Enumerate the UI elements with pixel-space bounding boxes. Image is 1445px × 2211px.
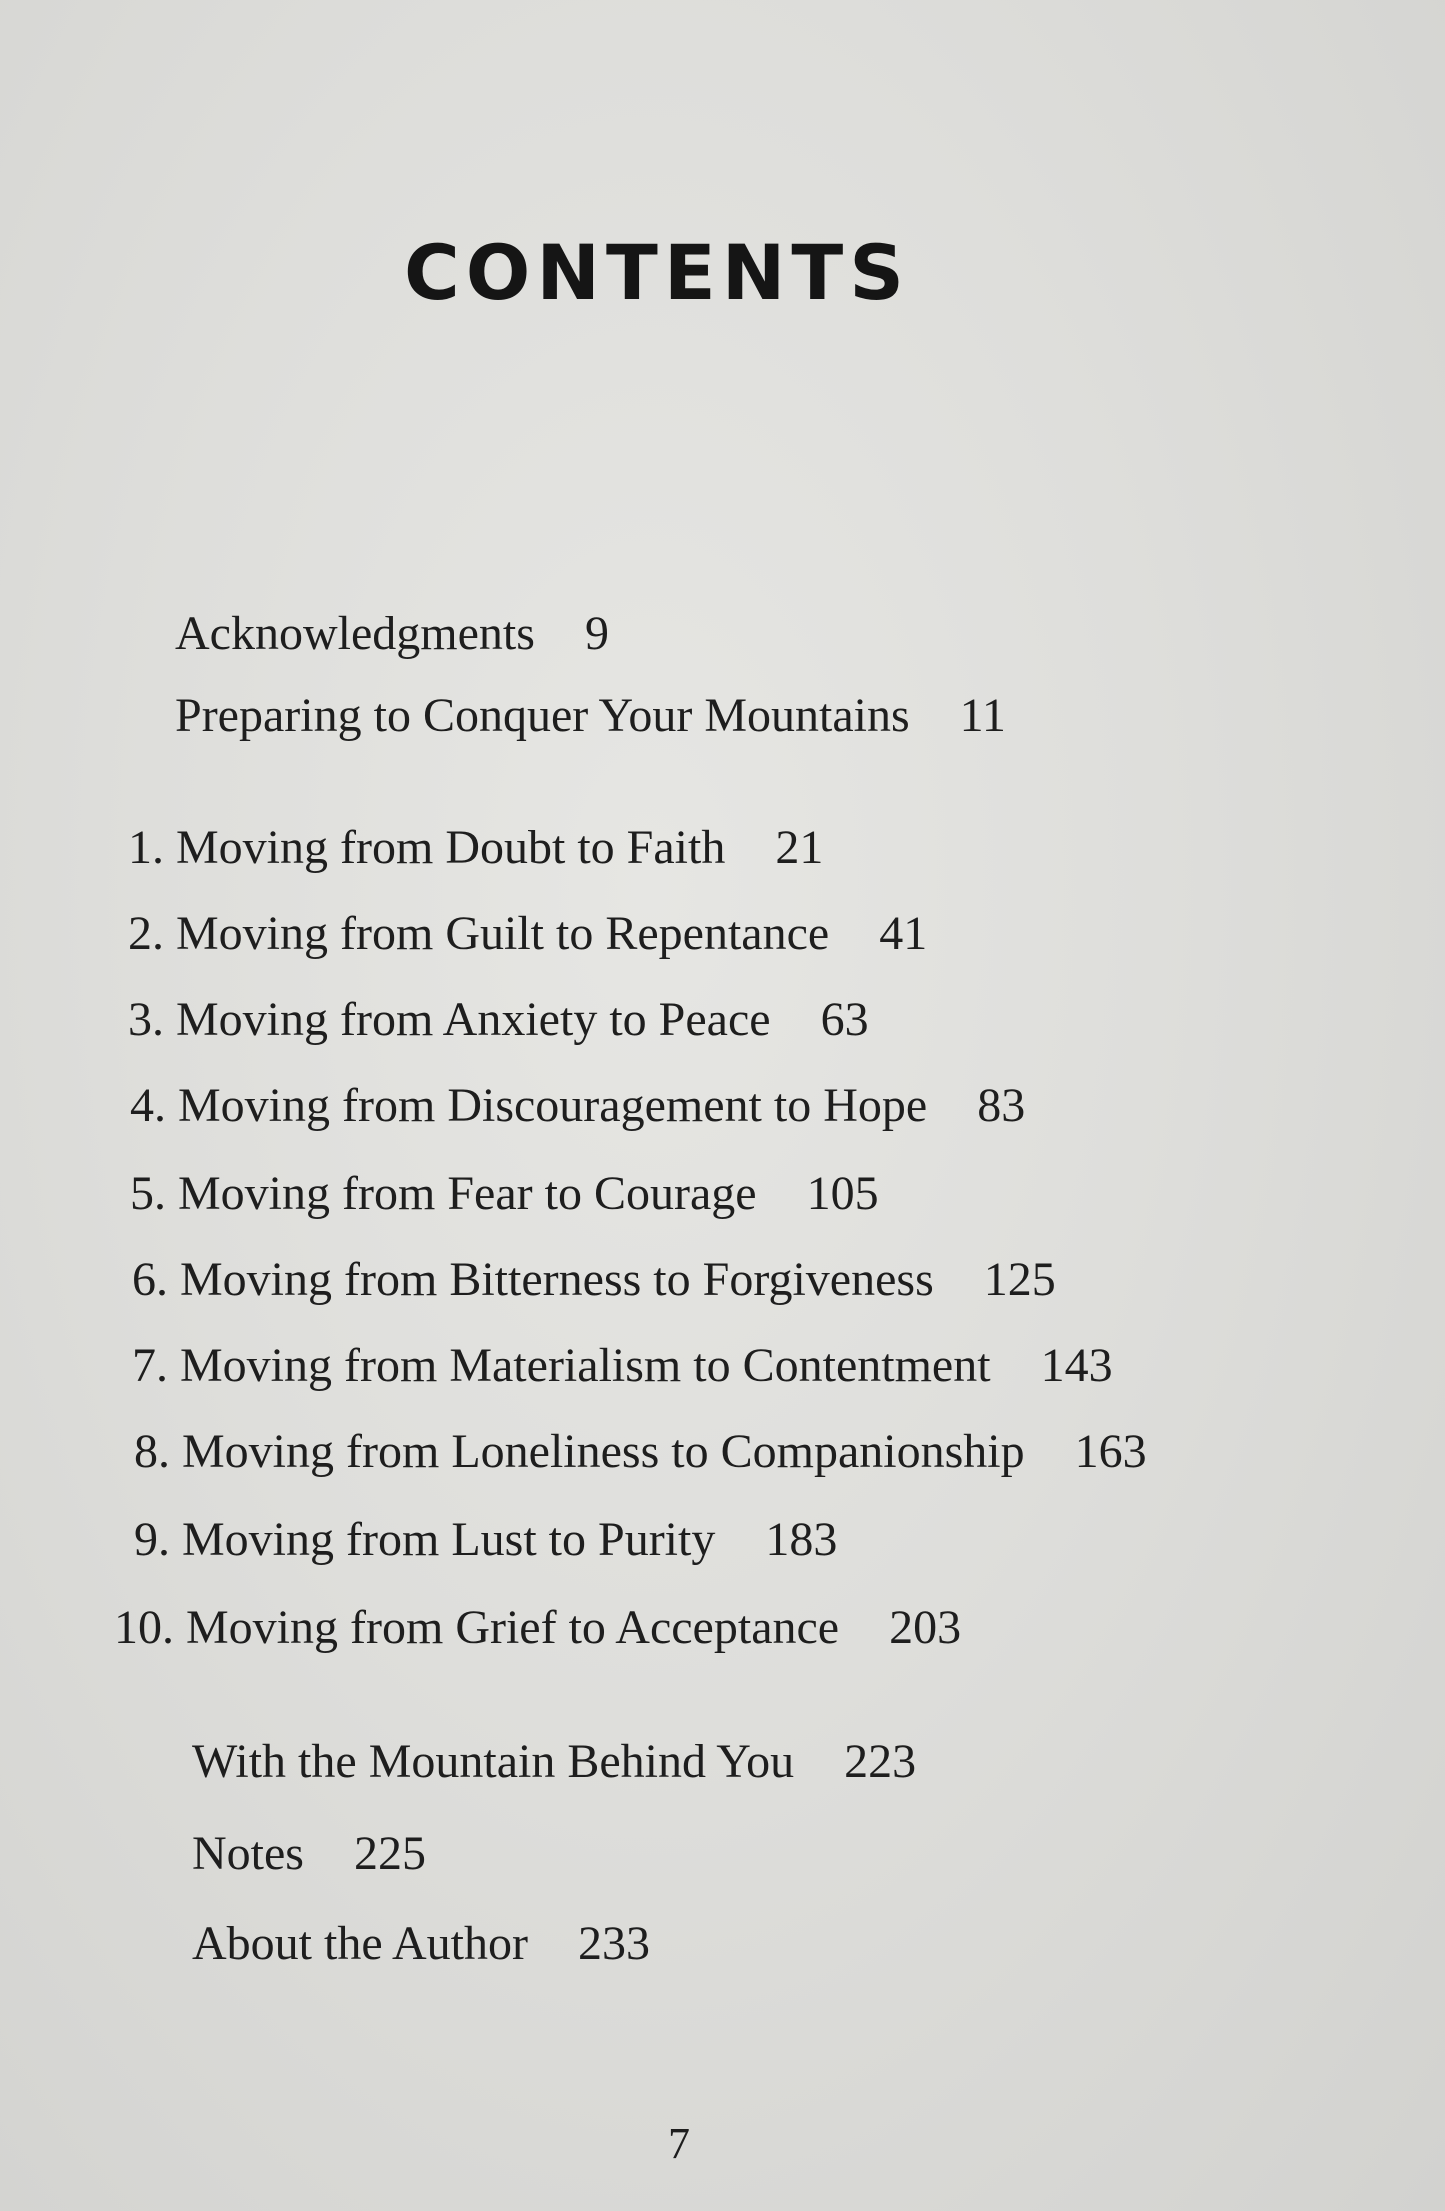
chapter-number: 1.: [128, 821, 164, 874]
chapter-number: 2.: [128, 907, 164, 960]
toc-entry-title: Preparing to Conquer Your Mountains: [175, 689, 910, 742]
page-number: 7: [668, 2119, 690, 2168]
toc-entry-preparing: [175, 689, 1006, 742]
toc-chapter-4: [130, 1079, 1026, 1132]
toc-entry-page: 225: [353, 1827, 426, 1880]
toc-entry-page: 11: [959, 689, 1006, 742]
page-title: CONTENTS: [404, 228, 910, 317]
toc-chapter-10: [114, 1601, 962, 1654]
toc-entry-mountain-behind: [192, 1735, 917, 1788]
chapter-number: 8.: [134, 1425, 170, 1478]
chapter-title: Moving from Bitterness to Forgiveness: [180, 1253, 934, 1306]
chapter-title: Moving from Materialism to Contentment: [180, 1339, 991, 1392]
chapter-title: Moving from Grief to Acceptance: [186, 1601, 840, 1654]
chapter-number: 5.: [130, 1167, 166, 1220]
chapter-page: 63: [820, 993, 869, 1046]
chapter-title: Moving from Doubt to Faith: [176, 821, 726, 874]
chapter-page: 203: [889, 1601, 962, 1654]
chapter-title: Moving from Guilt to Repentance: [176, 907, 830, 960]
toc-chapter-1: [128, 821, 824, 874]
toc-chapter-9: [134, 1513, 838, 1566]
toc-entry-title: Acknowledgments: [175, 607, 535, 660]
chapter-number: 6.: [132, 1253, 168, 1306]
toc-chapter-2: [128, 907, 928, 960]
chapter-page: 83: [977, 1079, 1026, 1132]
chapter-page: 143: [1040, 1339, 1113, 1392]
chapter-page: 163: [1074, 1425, 1147, 1478]
toc-chapter-6: [132, 1253, 1056, 1306]
chapter-number: 9.: [134, 1513, 170, 1566]
toc-chapter-5: [130, 1167, 879, 1220]
chapter-page: 183: [765, 1513, 838, 1566]
chapter-page: 125: [983, 1253, 1056, 1306]
toc-entry-about-author: [192, 1917, 650, 1970]
chapter-number: 4.: [130, 1079, 166, 1132]
chapter-title: Moving from Loneliness to Companionship: [182, 1425, 1025, 1478]
toc-entry-title: About the Author: [192, 1917, 528, 1970]
chapter-number: 3.: [128, 993, 164, 1046]
chapter-page: 105: [806, 1167, 879, 1220]
toc-entry-notes: [192, 1827, 426, 1880]
toc-entry-page: 9: [584, 607, 609, 660]
chapter-page: 21: [775, 821, 824, 874]
toc-entry-title: Notes: [192, 1827, 304, 1880]
chapter-number: 7.: [132, 1339, 168, 1392]
chapter-title: Moving from Discouragement to Hope: [178, 1079, 928, 1132]
chapter-title: Moving from Lust to Purity: [182, 1513, 716, 1566]
toc-entry-page: 233: [577, 1917, 650, 1970]
chapter-title: Moving from Anxiety to Peace: [176, 993, 771, 1046]
toc-entry-title: With the Mountain Behind You: [192, 1735, 795, 1788]
chapter-title: Moving from Fear to Courage: [178, 1167, 757, 1220]
toc-entry-page: 223: [844, 1735, 917, 1788]
toc-chapter-3: [128, 993, 869, 1046]
toc-chapter-7: [132, 1339, 1113, 1392]
toc-chapter-8: [134, 1425, 1147, 1478]
chapter-number: 10.: [114, 1601, 174, 1654]
toc-entry-acknowledgments: [175, 607, 609, 660]
chapter-page: 41: [879, 907, 928, 960]
